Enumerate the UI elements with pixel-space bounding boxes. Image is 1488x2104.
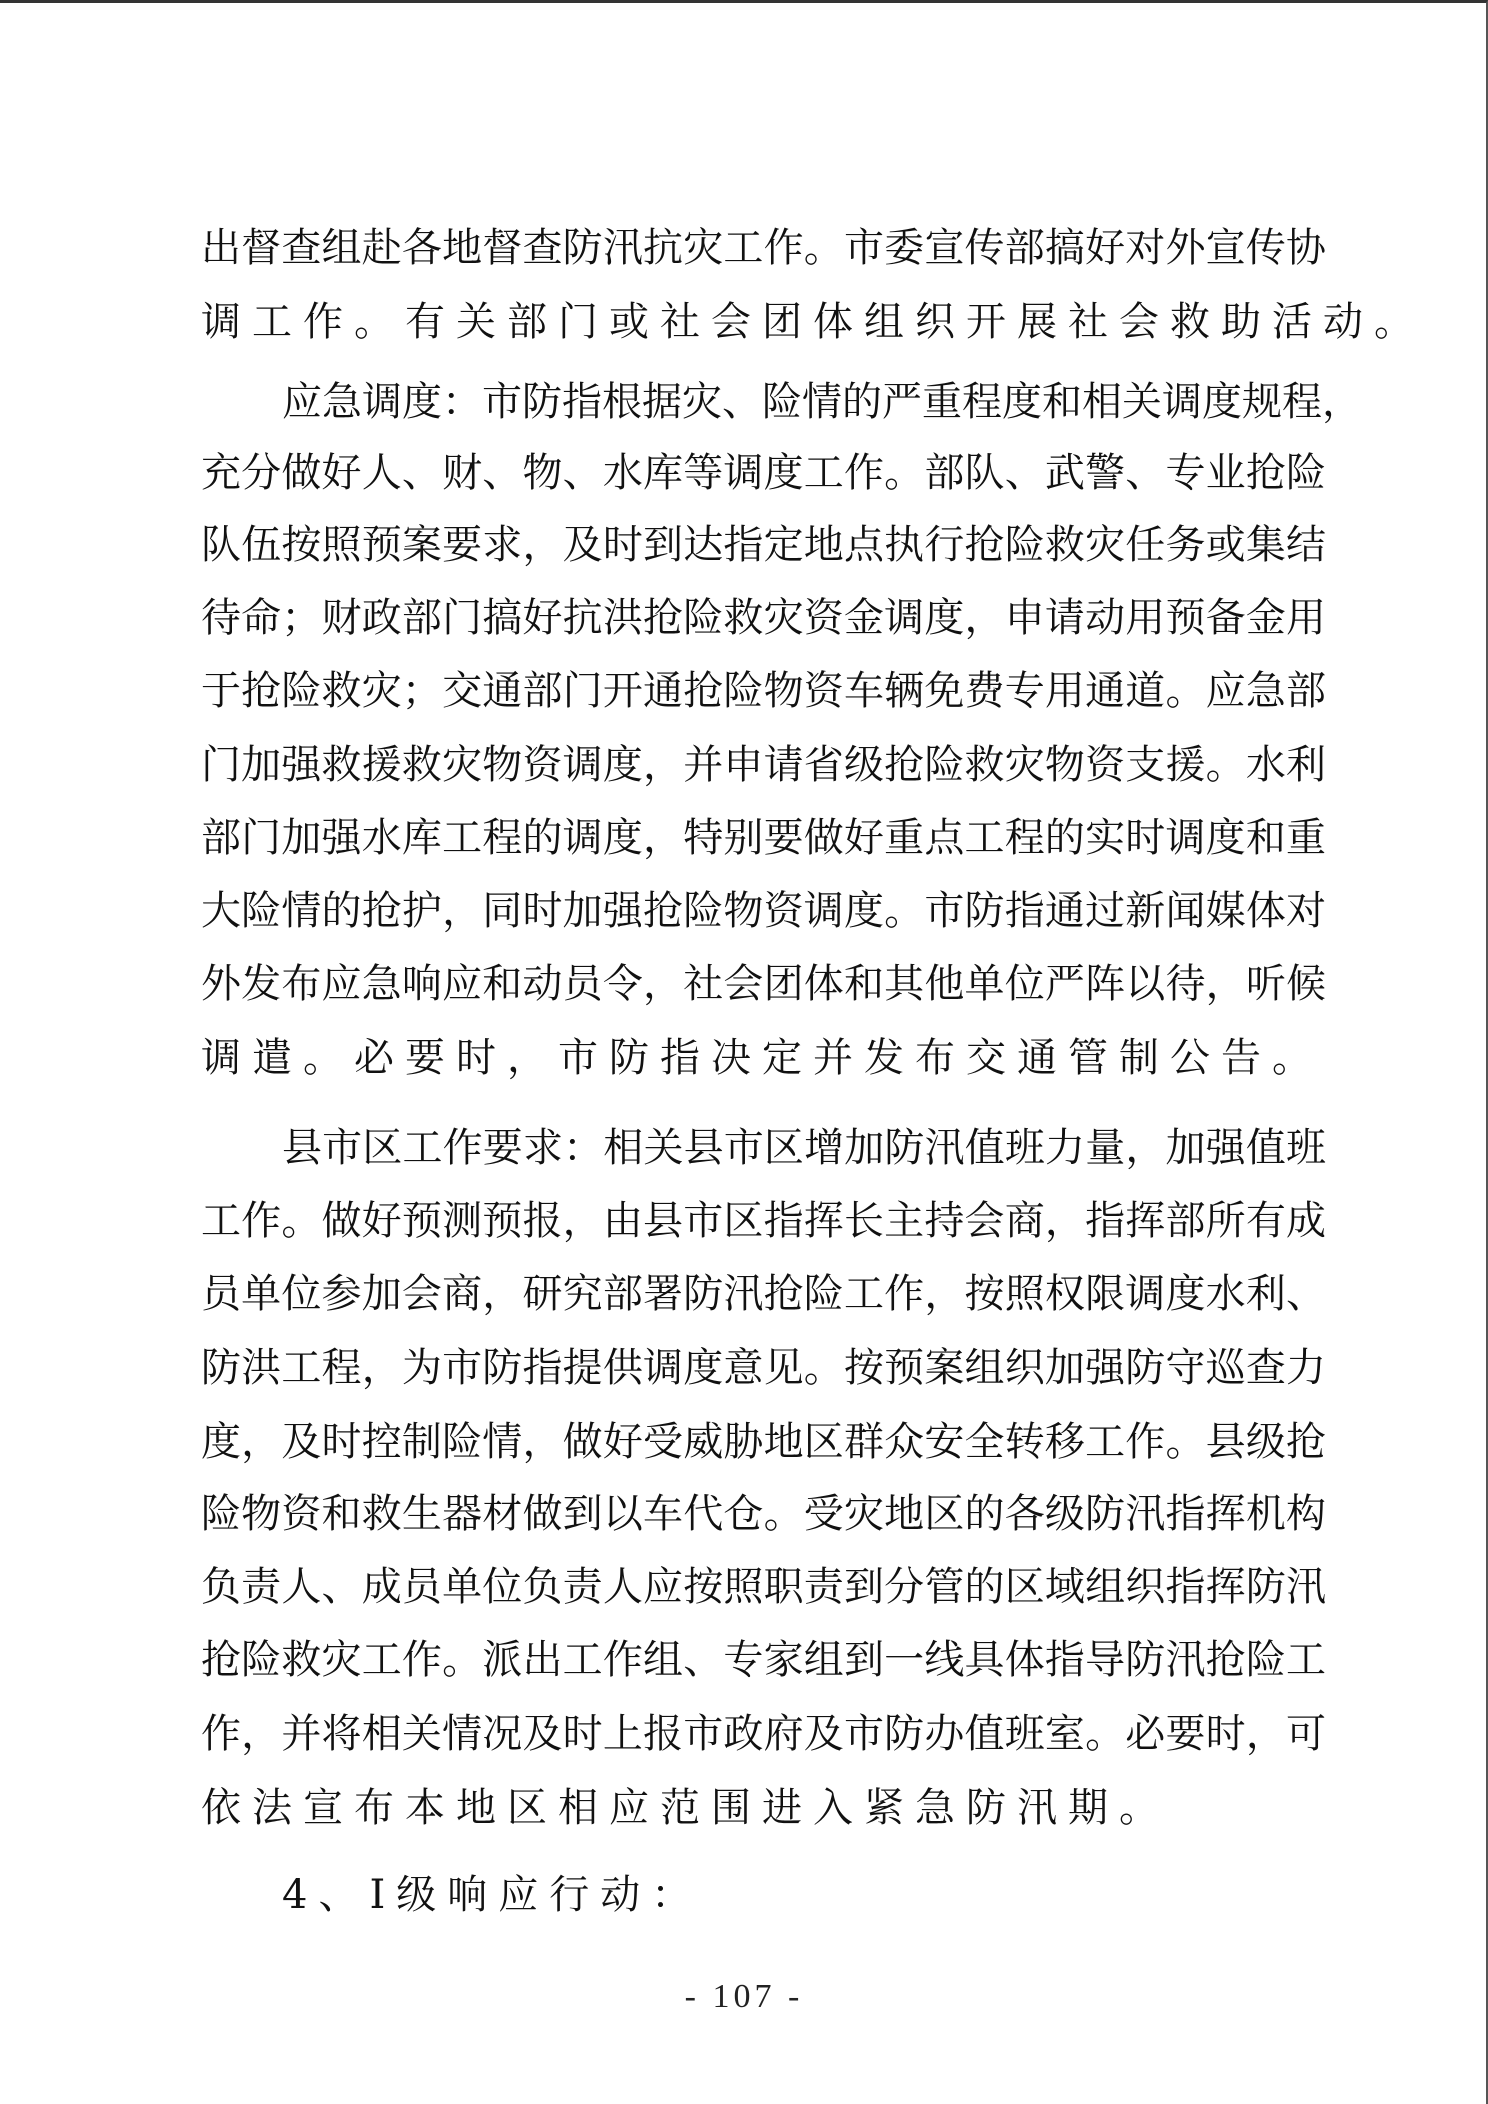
text-line: 待命；财政部门搞好抗洪抢险救灾资金调度，申请动用预备金用 — [201, 595, 1326, 641]
text-line: 度，及时控制险情，做好受威胁地区群众安全转移工作。县级抢 — [201, 1419, 1326, 1465]
paragraph-heading-line: 县市区工作要求：相关县市区增加防汛值班力量，加强值班 — [282, 1125, 1326, 1171]
text-line: 依法宣布本地区相应范围进入紧急防汛期。 — [201, 1785, 1170, 1831]
text-line: 队伍按照预案要求，及时到达指定地点执行抢险救灾任务或集结 — [201, 522, 1326, 568]
text-line: 大险情的抢护，同时加强抢险物资调度。市防指通过新闻媒体对 — [201, 888, 1326, 934]
text-line: 负责人、成员单位负责人应按照职责到分管的区域组织指挥防汛 — [201, 1564, 1326, 1610]
text-line: 于抢险救灾；交通部门开通抢险物资车辆免费专用通道。应急部 — [201, 668, 1326, 714]
paragraph-heading-line: 应急调度：市防指根据灾、险情的严重程度和相关调度规程， — [282, 379, 1362, 425]
page-number: - 107 - — [684, 1978, 804, 2015]
text-line: 工作。做好预测预报，由县市区指挥长主持会商，指挥部所有成 — [201, 1198, 1326, 1244]
text-line: 抢险救灾工作。派出工作组、专家组到一线具体指导防汛抢险工 — [201, 1637, 1326, 1683]
section-heading: 4、Ⅰ级响应行动： — [282, 1872, 703, 1918]
text-line: 作，并将相关情况及时上报市政府及市防办值班室。必要时，可 — [201, 1711, 1326, 1757]
text-line: 调工作。有关部门或社会团体组织开展社会救助活动。 — [201, 299, 1425, 345]
text-line: 部门加强水库工程的调度，特别要做好重点工程的实时调度和重 — [201, 815, 1326, 861]
text-line: 员单位参加会商，研究部署防汛抢险工作，按照权限调度水利、 — [201, 1271, 1326, 1317]
text-line: 门加强救援救灾物资调度，并申请省级抢险救灾物资支援。水利 — [201, 742, 1326, 788]
text-line: 充分做好人、财、物、水库等调度工作。部队、武警、专业抢险 — [201, 450, 1326, 496]
text-line: 出督查组赴各地督查防汛抗灾工作。市委宣传部搞好对外宣传协 — [201, 225, 1326, 271]
text-line: 外发布应急响应和动员令，社会团体和其他单位严阵以待，听候 — [201, 961, 1326, 1007]
text-line: 调遣。必要时，市防指决定并发布交通管制公告。 — [201, 1035, 1323, 1081]
text-line: 险物资和救生器材做到以车代仓。受灾地区的各级防汛指挥机构 — [201, 1491, 1326, 1537]
text-line: 防洪工程，为市防指提供调度意见。按预案组织加强防守巡查力 — [201, 1345, 1326, 1391]
